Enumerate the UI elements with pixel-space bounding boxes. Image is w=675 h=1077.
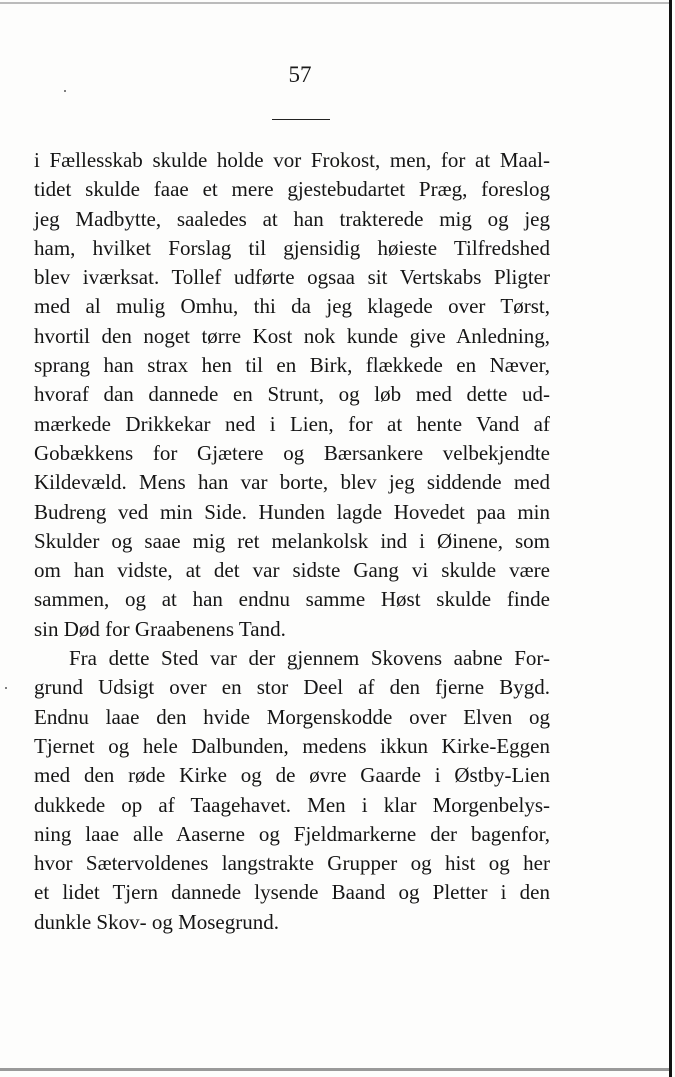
- text-line: hvor Sætervoldenes langstrakte Grupper og hist og her: [34, 851, 550, 876]
- print-speck: [5, 687, 7, 689]
- print-speck: [64, 90, 66, 92]
- text-line: et lidet Tjern dannede lysende Baand og Pletter i den: [34, 880, 550, 905]
- text-line: Kildevæld. Mens han var borte, blev jeg siddende med: [34, 470, 550, 495]
- text-line: dukkede op af Taagehavet. Men i klar Morgenbelys-: [34, 792, 550, 817]
- header-rule: [272, 119, 330, 120]
- text-line: sin Død for Graabenens Tand.: [34, 616, 286, 641]
- page-edge-top: [0, 2, 669, 4]
- text-line: grund Udsigt over en stor Deel af den fjerne Bygd.: [34, 675, 550, 700]
- body-text: [34, 146, 550, 937]
- text-line: hvoraf dan dannede en Strunt, og løb med dette ud-: [34, 382, 550, 407]
- text-line: Gobækkens for Gjætere og Bærsankere velbekjendte: [34, 440, 550, 465]
- page-number: 57: [288, 62, 312, 87]
- text-line: dunkle Skov- og Mosegrund.: [34, 909, 279, 934]
- text-line: mærkede Drikkekar ned i Lien, for at hente Vand af: [34, 411, 550, 436]
- page-edge-right: [669, 0, 672, 1077]
- text-line: jeg Madbytte, saaledes at han trakterede mig og jeg: [34, 206, 550, 231]
- text-line: blev iværksat. Tollef udførte ogsaa sit Vertskabs Pligter: [34, 265, 550, 290]
- text-line: Endnu laae den hvide Morgenskodde over Elven og: [34, 704, 550, 729]
- text-line: om han vidste, at det var sidste Gang vi skulde være: [34, 558, 550, 583]
- text-line: Skulder og saae mig ret melankolsk ind i Øinene, som: [34, 528, 550, 553]
- text-line: i Fællesskab skulde holde vor Frokost, men, for at Maal-: [34, 148, 550, 172]
- text-line: Fra dette Sted var der gjennem Skovens aabne For-: [69, 646, 550, 671]
- text-line: sammen, og at han endnu samme Høst skulde finde: [34, 587, 550, 612]
- text-line: ning laae alle Aaserne og Fjeldmarkerne der bagenfor,: [34, 821, 550, 846]
- text-line: ham, hvilket Forslag til gjensidig høieste Tilfredshed: [34, 235, 550, 260]
- text-line: med al mulig Omhu, thi da jeg klagede over Tørst,: [34, 294, 550, 319]
- text-line: Budreng ved min Side. Hunden lagde Hovedet paa min: [34, 499, 550, 524]
- text-line: med den røde Kirke og de øvre Gaarde i Østby-Lien: [34, 763, 550, 788]
- text-line: Tjernet og hele Dalbunden, medens ikkun Kirke-Eggen: [34, 733, 550, 758]
- page-edge-bottom: [0, 1068, 669, 1071]
- text-line: hvortil den noget tørre Kost nok kunde give Anledning,: [34, 323, 550, 348]
- text-line: sprang han strax hen til en Birk, flækkede en Næver,: [34, 353, 550, 378]
- text-line: tidet skulde faae et mere gjestebudartet Præg, foreslog: [34, 177, 550, 202]
